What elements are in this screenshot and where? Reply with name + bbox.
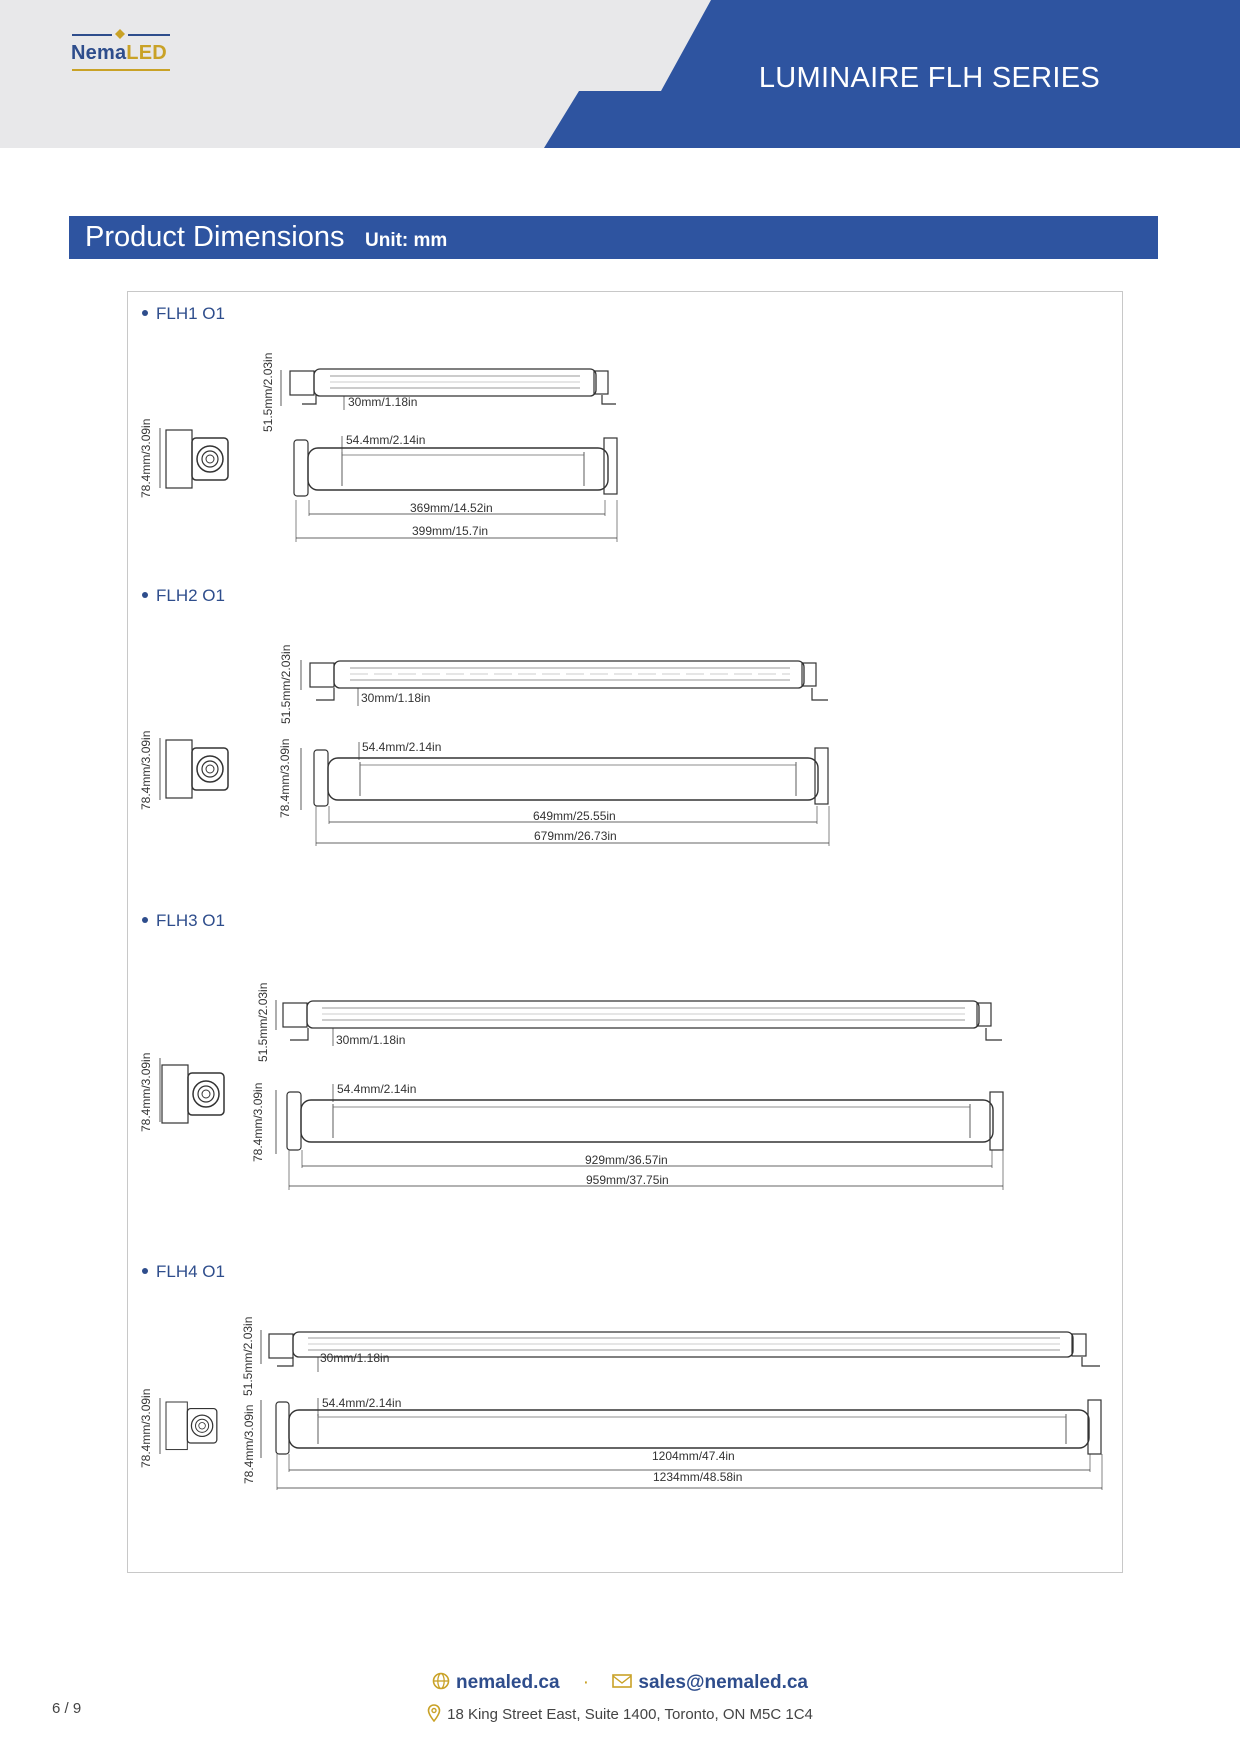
flh3-drawing bbox=[139, 983, 1003, 1190]
flh1-drawing bbox=[139, 353, 617, 542]
flh1-profile-width: 30mm/1.18in bbox=[348, 395, 418, 409]
flh3-total-length: 959mm/37.75in bbox=[586, 1173, 669, 1187]
flh4-drawing bbox=[139, 1317, 1102, 1490]
flh2-front-height: 78.4mm/3.09in bbox=[278, 738, 292, 818]
flh3-profile-width: 30mm/1.18in bbox=[336, 1033, 406, 1047]
flh4-front-height: 78.4mm/3.09in bbox=[242, 1404, 256, 1484]
flh4-end-height: 78.4mm/3.09in bbox=[139, 1388, 153, 1468]
flh1-side-height: 51.5mm/2.03in bbox=[261, 352, 275, 432]
footer-address: 18 King Street East, Suite 1400, Toronto, ON M5C 1C4 bbox=[0, 1706, 1240, 1724]
product-name-flh4: FLH4 O1 bbox=[142, 1262, 225, 1282]
product-name-flh1: FLH1 O1 bbox=[142, 304, 225, 324]
flh2-total-length: 679mm/26.73in bbox=[534, 829, 617, 843]
flh2-end-height: 78.4mm/3.09in bbox=[139, 730, 153, 810]
logo-text: NemaLED bbox=[71, 42, 167, 64]
flh4-front-width: 54.4mm/2.14in bbox=[322, 1396, 402, 1410]
email-link[interactable]: sales@nemaled.ca bbox=[612, 1672, 808, 1693]
flh2-drawing bbox=[139, 645, 829, 846]
flh3-front-width: 54.4mm/2.14in bbox=[337, 1082, 417, 1096]
website-link[interactable]: nemaled.ca bbox=[432, 1672, 565, 1693]
flh2-profile-width: 30mm/1.18in bbox=[361, 691, 431, 705]
flh3-side-height: 51.5mm/2.03in bbox=[256, 982, 270, 1062]
mail-icon bbox=[612, 1673, 632, 1689]
location-pin-icon bbox=[427, 1704, 441, 1722]
flh3-end-height: 78.4mm/3.09in bbox=[139, 1052, 153, 1132]
flh4-total-length: 1234mm/48.58in bbox=[653, 1470, 743, 1484]
series-title: LUMINAIRE FLH SERIES bbox=[758, 62, 1100, 94]
footer-separator: · bbox=[582, 1672, 590, 1693]
flh2-front-width: 54.4mm/2.14in bbox=[362, 740, 442, 754]
flh2-body-length: 649mm/25.55in bbox=[533, 809, 616, 823]
flh1-front-width: 54.4mm/2.14in bbox=[346, 433, 426, 447]
flh4-side-height: 51.5mm/2.03in bbox=[241, 1316, 255, 1396]
flh1-end-height: 78.4mm/3.09in bbox=[139, 418, 153, 498]
flh4-profile-width: 30mm/1.18in bbox=[320, 1351, 390, 1365]
flh4-body-length: 1204mm/47.4in bbox=[652, 1449, 735, 1463]
product-name-flh3: FLH3 O1 bbox=[142, 911, 225, 931]
section-unit: Unit: mm bbox=[365, 230, 448, 251]
product-name-flh2: FLH2 O1 bbox=[142, 586, 225, 606]
section-title: Product Dimensions bbox=[85, 221, 345, 253]
flh2-side-height: 51.5mm/2.03in bbox=[279, 644, 293, 724]
flh1-total-length: 399mm/15.7in bbox=[412, 524, 489, 538]
globe-icon bbox=[432, 1672, 450, 1690]
footer-contact bbox=[0, 1672, 1240, 1694]
page-number: 6 / 9 bbox=[52, 1700, 82, 1717]
flh1-body-length: 369mm/14.52in bbox=[410, 501, 493, 515]
flh3-body-length: 929mm/36.57in bbox=[585, 1153, 668, 1167]
flh3-front-height: 78.4mm/3.09in bbox=[251, 1082, 265, 1162]
